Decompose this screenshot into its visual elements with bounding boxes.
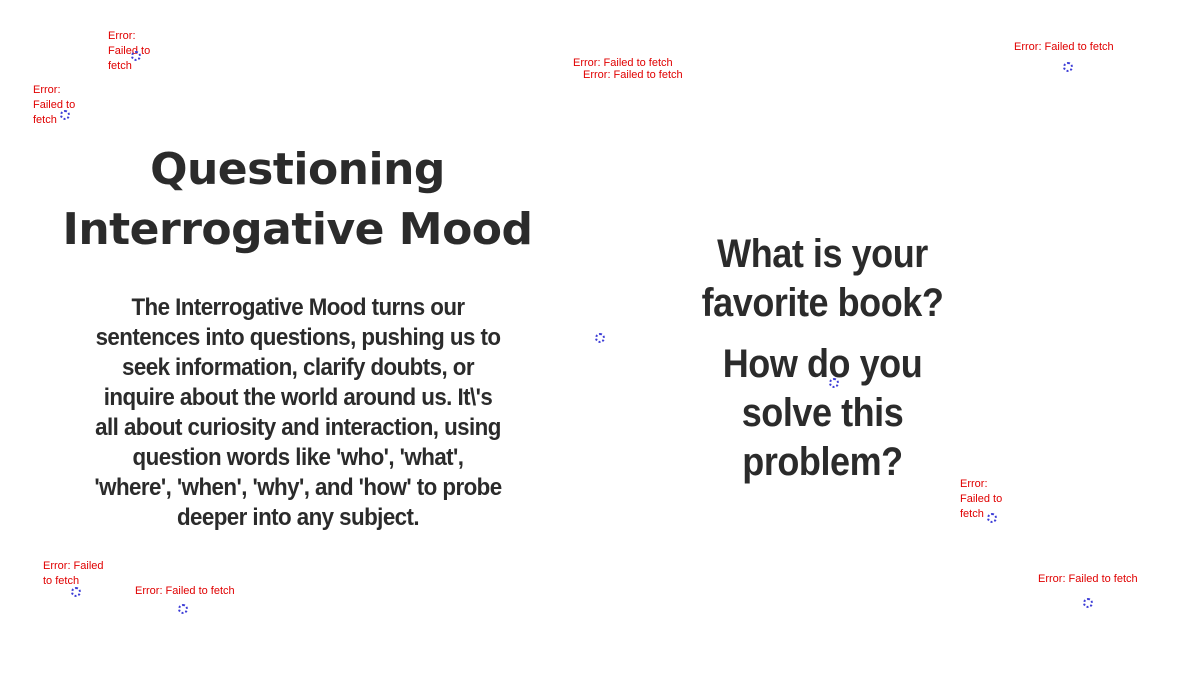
- loading-spinner-icon: [131, 51, 141, 61]
- slide-title: Questioning Interrogative Mood: [62, 144, 533, 255]
- loading-spinner-icon: [1083, 598, 1093, 608]
- loading-spinner-icon: [595, 333, 605, 343]
- question-item: What is your favorite book?: [701, 232, 944, 325]
- error-message: Error: Failed to fetch: [1038, 573, 1138, 585]
- error-message: Error: Failed to fetch: [135, 585, 235, 597]
- loading-spinner-icon: [987, 513, 997, 523]
- loading-spinner-icon: [829, 378, 839, 388]
- error-message: Error: Failed to fetch: [583, 69, 683, 81]
- loading-spinner-icon: [178, 604, 188, 614]
- loading-spinner-icon: [1063, 62, 1073, 72]
- loading-spinner-icon: [60, 110, 70, 120]
- error-message: Error: Failed to fetch: [108, 30, 151, 72]
- error-message: Error: Failed to fetch: [960, 478, 1003, 520]
- error-message: Error: Failed to fetch: [573, 57, 673, 69]
- error-message: Error: Failed to fetch: [43, 560, 104, 587]
- error-message: Error: Failed to fetch: [33, 84, 76, 126]
- question-item: How do you solve this problem?: [722, 342, 923, 484]
- question-list: [660, 230, 985, 499]
- slide-body: The Interrogative Mood turns our sentences into questions, pushing us to seek information, clarify doubts, or inquire about the world around us. It\'s all about curiosity and interaction, using question words like 'who', 'what', 'where', 'when', 'why', and 'how' to probe deeper into any subject.: [94, 294, 502, 531]
- error-message: Error: Failed to fetch: [1014, 41, 1114, 53]
- loading-spinner-icon: [71, 587, 81, 597]
